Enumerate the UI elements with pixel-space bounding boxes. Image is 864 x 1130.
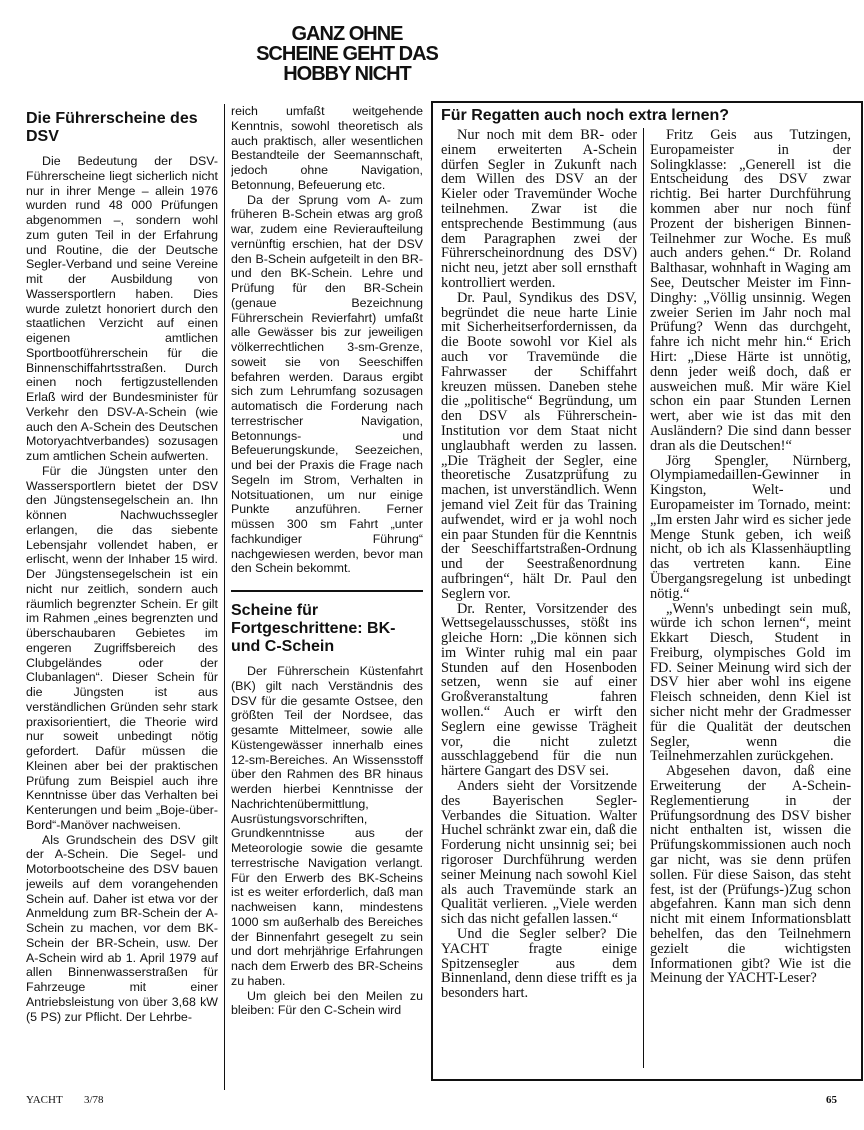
col2-paragraph-4: Um gleich bei den Meilen zu bleiben: Für den C-Schein wird (231, 988, 423, 1018)
box-col2-paragraph-2: Jörg Spengler, Nürnberg, Olympiamedaillen-Gewinner in Kingston, Welt- und Europameister im Tornado, meint: „Im ersten Jahr wird es sicher jede Menge Stunk geben, ich weiß nicht, ob ich als Klassenhäuptling das vertreten kann. Eine Übergangsregelung ist unbedingt nötig.“ (650, 452, 851, 602)
column-2 (231, 104, 423, 1090)
box-col1-paragraph-3: Dr. Renter, Vorsitzender des Wettsegelausschusses, stößt ins gleiche Horn: „Die können sich im Winter ruhig mal ein paar Stunden auf den Hosenboden setzen, wenn sie auf einer Großveranstaltung fahren wollen.“ Auch er wirft den Seglern eine gewisse Trägheit vor, die nicht zuletzt ausschlaggebend für die nun härtere Gangart des DSV sei. (441, 600, 637, 780)
footer-magazine (26, 1094, 104, 1106)
heading-fortgeschrittene: Scheine für Fortgeschrittene: BK- und C-Schein (231, 602, 396, 655)
section-rule (231, 590, 423, 592)
box-col1-paragraph-5: Und die Segler selber? Die YACHT fragte einige Spitzensegler aus dem Binnenland, denn diese trifft es ja besonders hart. (441, 926, 637, 1002)
title-line-1: GANZ OHNE (291, 23, 403, 45)
title-line-2: SCHEINE GEHT DAS (256, 43, 438, 65)
col1-paragraph-3: Als Grundschein des DSV gilt der A-Schein. Die Segel- und Motorbootscheine des DSV bauen jeweils auf dem vorangehenden Schein auf. Daher ist etwa vor der Anmeldung zum BR-Schein der A-Schein zu machen, vor dem BK-Schein der BR-Schein, usw. Der A-Schein wird ab 1. April 1979 auf allen Binnenwasserstraßen für Fahrzeuge mit einer Antriebsleistung von über 3,68 kW (5 PS) zur Pflicht. Der Lehrbe- (26, 832, 218, 1024)
issue-number: 3/78 (83, 1094, 104, 1106)
col2-paragraph-2: Da der Sprung vom A- zum früheren B-Schein etwas arg groß war, zudem eine Revieraufteilung vernünftig erschien, hat der DSV den B-Schein aufgeteilt in den BR- und den BK-Schein. Lehre und Prüfung für den BR-Schein (genaue Bezeichnung Führerschein Revierfahrt) umfaßt alle Gewässer bis zur jeweiligen völkerrechtlichen 3-sm-Grenze, soweit sie von Seeschiffen befahren werden. Daraus ergibt sich zum Lehrumfang sozusagen automatisch die Forderung nach terrestrischer Navigation, Betonnungs- und Befeuerungskunde, Seezeichen, und bei der Praxis die Frage nach Segeln im Strom, Verhalten in Notsituationen, um nur einige Punkte anzuführen. Ferner müssen 300 sm Fahrt „unter fachkundiger Führung“ nachgewiesen werden, bevor man den Schein bekommt. (231, 192, 423, 576)
box-column-divider (643, 128, 644, 1068)
box-col2-paragraph-4: Abgesehen davon, daß eine Erweiterung der A-Schein-Reglementierung in der Prüfungsordnung des DSV bisher nicht enthalten ist, wissen die Prüfungskommissionen auch noch gar nicht, was sie denn prüfen sollen. Für diese Saison, das steht fest, ist der (Prüfungs-)Zug schon abgefahren. Kann man sich denn nicht mit einem Informationsblatt behelfen, das den Teilnehmern gezielt die wichtigsten Informationen gibt? Wie ist die Meinung der YACHT-Leser? (650, 763, 851, 987)
col2-paragraph-1: reich umfaßt weitgehende Kenntnis, sowohl theoretisch als auch praktisch, aller wesentlichen Bestandteile der Seemannschaft, jedoch ohne Navigation, Betonnung, Befeuerung etc. (231, 104, 423, 192)
col1-paragraph-1: Die Bedeutung der DSV-Führerscheine liegt sicherlich nicht nur in ihrer Menge – allein 1976 wurden rund 48 000 Prüfungen abgenommen –, sondern wohl zum guten Teil in der Erfahrung und Routine, die der Deutsche Segler-Verband und seine Vereine mit der Ausbildung von Wassersportlern haben. Dies wurde zuletzt honoriert durch den staatlichen Verzicht auf einen eigenen amtlichen Sportbootführerschein für die Binnenschiffahrtsstraßen. Durch einen noch fertigzustellenden Erlaß wird der Bundesminister für Verkehr den DSV-A-Schein (wie auch den A-Schein des Deutschen Motoryachtverbandes) sozusagen zum amtlichen Schein aufwerten. (26, 154, 218, 463)
page-number: 65 (826, 1094, 837, 1106)
box-col2-paragraph-1: Fritz Geis aus Tutzingen, Europameister in der Solingklasse: „Generell ist die Entscheidung des DSV zwar richtig. Bei harter Durchführung kommen aber nur noch fünf Prozent der bisherigen Binnen-Teilnehmer zur Woche. Es muß auch anders gehen.“ Dr. Roland Balthasar, wohnhaft in Waging am See, Deutscher Meister im Finn-Dinghy: „Völlig unsinnig. Wegen zweier Serien im Jahr noch mal Prüfung? Wenn das durchgeht, fahre ich nicht mehr hin.“ Erich Hirt: „Diese Härte ist unnötig, denn jeder weiß doch, daß er ausweichen muß. Mir wäre Kiel schon ein paar Stunden Lernen wert, aber wie ist das mit den Ausländern? Die sind dann besser dran als die Deutschen!“ (650, 128, 851, 454)
box-col2-paragraph-3: „Wenn's unbedingt sein muß, würde ich schon lernen“, meint Ekkart Diesch, Student in Freiburg, olympisches Gold im FD. Seiner Meinung wird sich der DSV hier aber wohl ins eigene Fleisch schneiden, denn Kiel ist sicher nicht mehr der Gradmesser für die Qualität der deutschen Segler, wenn die Teilnehmerzahlen zurückgehen. (650, 600, 851, 765)
box-col1-paragraph-4: Anders sieht der Vorsitzende des Bayerischen Segler-Verbandes die Situation. Walter Huchel schränkt zwar ein, daß die Forderung nicht unsinnig sei; bei rigoroser Durchführung werden seiner Meinung nach sowohl Kiel als auch Travemünde stark an Qualität verlieren. „Viele werden sich das nicht gefallen lassen.“ (441, 778, 637, 928)
magazine-name: YACHT (26, 1094, 63, 1106)
box-column-2 (650, 128, 851, 1072)
col2-paragraph-3: Der Führerschein Küstenfahrt (BK) gilt nach Verständnis des DSV für die gesamte Ostsee, den größten Teil der Nordsee, das gesamte Mittelmeer, sowie alle Küstengewässer innerhalb eines 12-sm-Bereiches. An Wissensstoff über den Rahmen des BR hinaus werden hierbei Kenntnisse der Nachrichtenübermittlung, Ausrüstungsvorschriften, Grundkenntnisse aus der Meteorologie sowie die gesamte terrestrische Navigation verlangt. Für den Erwerb des BK-Scheins ist es weiter erforderlich, daß man nachweisen kann, mindestens 1000 sm außerhalb des Bereiches der Binnenfahrt gesegelt zu sein und dort mehrjährige Erfahrungen nach dem Erwerb des BR-Scheins zu haben. (231, 664, 423, 988)
box-column-1 (441, 128, 637, 1072)
column-1 (26, 110, 218, 1090)
title-line-3: HOBBY NICHT (283, 63, 411, 85)
box-col1-paragraph-1: Nur noch mit dem BR- oder einem erweiterten A-Schein dürfen Segler in Zukunft nach dem Willen des DSV an der Kieler oder Travemünder Woche teilnehmen. Zwar ist die entsprechende Bestimmung (aus dem Paragraphen zwei der Führerscheinordnung des DSV) nicht neu, jetzt aber soll ernsthaft kontrolliert werden. (441, 128, 637, 291)
article-title (254, 24, 440, 84)
heading-fuehrerscheine: Die Führerscheine des DSV (26, 110, 198, 145)
box-col1-paragraph-2: Dr. Paul, Syndikus des DSV, begründet die neue harte Linie mit Sicherheitserfordernissen, da die Boote sowohl vor Kiel als auch vor Travemünde die Fahrwasser der Schiffahrt kreuzen müssen. Daneben stehe die „politische“ Begründung, um den DSV als Führerschein-Institution vor dem Staat nicht unglaubhaft werden zu lassen. „Die Trägheit der Segler, eine theoretische Zusatzprüfung zu machen, ist unverständlich. Wenn jemand viel Zeit für das Training aufwendet, wird er ja wohl noch ein paar Stunden für die Kenntnis der Seeschiffartstraßen-Ordnung und der Seestraßenordnung aufbringen“, hält Dr. Paul den Seglern vor. (441, 289, 637, 602)
box-heading: Für Regatten auch noch extra lernen? (441, 107, 730, 124)
col1-paragraph-2: Für die Jüngsten unter den Wassersportlern bietet der DSV den Jüngstensegelschein an. Ihn können Nachwuchssegler erlangen, die das siebente Lebensjahr vollendet haben, er erlischt, wenn der Inhaber 15 wird. Der Jüngstensegelschein ist ein nicht nur zeitlich, sondern auch räumlich begrenzter Schein. Er gilt im Rahmen „eines begrenzten und überschaubaren Gebietes im engeren Zugriffsbereich des Clubgeländes oder der Clubanlagen“. Dieser Schein für die Jüngsten ist aus verständlichen Gründen sehr stark praxisorientiert, die Theorie wird nur soweit unbedingt nötig gefordert. Dafür müssen die Kleinen aber bei der praktischen Prüfung zum Beispiel auch ihre Kenntnisse über das Verhalten bei Kenterungen und beim „Boje-über-Bord“-Manöver nachweisen. (26, 463, 218, 832)
column-divider-1 (224, 104, 225, 1090)
